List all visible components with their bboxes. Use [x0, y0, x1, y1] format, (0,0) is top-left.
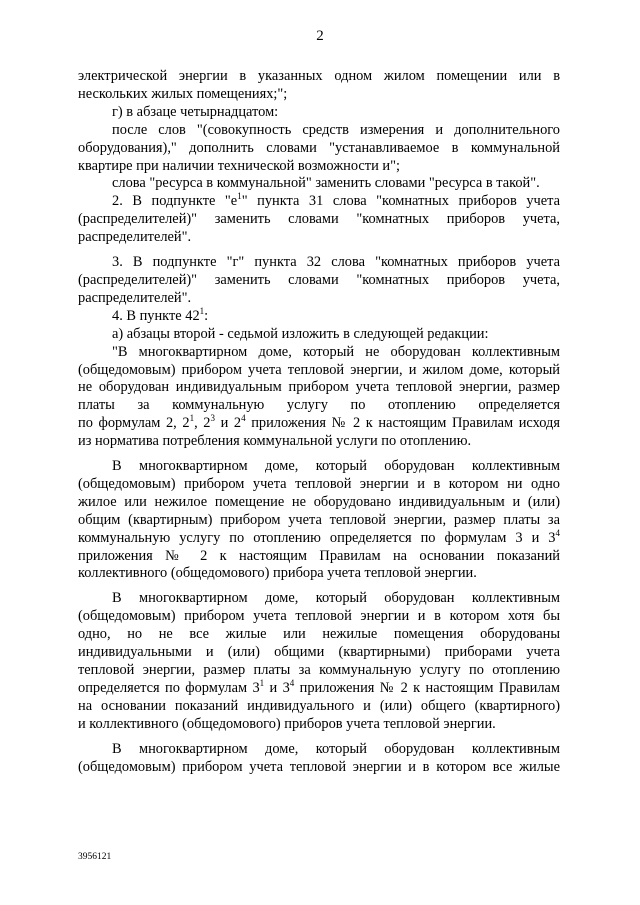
text-line: (распределителей)" заменить словами "комнатных приборов учета,: [78, 271, 560, 288]
text-fragment: по формулам 2, 2: [78, 415, 190, 432]
text-line: электрической энергии в указанных одном жилом помещении или в: [78, 68, 560, 84]
text-line: слова "ресурса в коммунальной" заменить словами "ресурса в такой".: [112, 175, 540, 192]
text-line: жилое или нежилое помещение не оборудовано индивидуальным и (или): [78, 493, 560, 510]
text-line: одно, но не все жилые или нежилые помещения оборудованы: [78, 626, 560, 643]
text-fragment: и 3: [264, 679, 290, 696]
text-line: индивидуальными и (или) общими (квартирными) приборами учета: [78, 644, 560, 661]
text-line: [78, 415, 560, 433]
text-line: (общедомовым) прибором учета тепловой энергии и в котором ни одно: [78, 475, 560, 492]
text-line: нескольких жилых помещениях;";: [78, 85, 288, 102]
text-line: тепловой энергии, размер платы за коммунальную услугу по отоплению: [78, 662, 560, 678]
text-line: [78, 193, 560, 211]
text-line: оборудования)," дополнить словами "устанавливаемое в коммунальной: [78, 139, 560, 156]
text-fragment: :: [204, 307, 209, 324]
text-line: (общедомовым) прибором учета тепловой энергии и в котором хотя бы: [78, 608, 560, 625]
text-line: г) в абзаце четырнадцатом:: [112, 103, 279, 120]
text-fragment: , 2: [194, 415, 211, 432]
superscript: 3: [210, 413, 215, 424]
text-line: (общедомовым) прибором учета тепловой энергии, и жилом доме, который: [78, 361, 560, 378]
text-fragment: приложения № 2 к настоящим Правилам исходя: [245, 415, 560, 432]
page-number: 2: [316, 28, 324, 44]
superscript: 1: [199, 305, 205, 316]
text-fragment: приложения № 2 к настоящим Правилам: [294, 679, 560, 696]
text-line: В многоквартирном доме, который оборудован коллективным: [112, 458, 560, 475]
text-line: (общедомовым) прибором учета тепловой энергии и в котором все жилые: [78, 758, 560, 775]
text-line: [78, 677, 560, 698]
document-body: [78, 68, 560, 776]
text-line: 3. В подпункте "г" пункта 32 слова "комнатных приборов учета: [112, 254, 560, 271]
superscript: 1: [189, 413, 195, 424]
text-fragment: коммунальную услугу по отоплению определяется по формулам 3 и 3: [78, 529, 556, 546]
text-fragment: 2. В подпункте "е: [112, 193, 238, 210]
text-fragment: и 2: [214, 415, 242, 432]
text-fragment: 4. В пункте 42: [112, 307, 200, 324]
text-line: распределителей".: [78, 289, 192, 306]
text-fragment: определяется по формулам 3: [78, 679, 260, 696]
text-line: платы за коммунальную услугу по отоплению определяется: [78, 397, 560, 414]
text-line: "В многоквартирном доме, который не оборудован коллективным: [112, 343, 560, 360]
superscript: 1: [237, 191, 242, 202]
text-line: В многоквартирном доме, который оборудован коллективным: [112, 590, 560, 607]
text-line: приложения № 2 к настоящим Правилам на основании показаний: [78, 547, 560, 564]
text-line: и коллективного (общедомового) приборов учета тепловой энергии.: [78, 715, 496, 732]
text-line: после слов "(совокупность средств измерения и дополнительного: [112, 121, 560, 138]
text-line: В многоквартирном доме, который оборудован коллективным: [112, 740, 560, 757]
text-line: распределителей".: [78, 229, 192, 246]
superscript: 1: [259, 677, 265, 688]
text-line: [78, 305, 560, 326]
text-line: коллективного (общедомового) прибора учета тепловой энергии.: [78, 565, 477, 582]
text-line: общим (квартирным) прибором учета тепловой энергии, размер платы за: [78, 511, 560, 528]
text-line: а) абзацы второй - седьмой изложить в следующей редакции:: [112, 325, 489, 342]
text-line: из норматива потребления коммунальной услуги по отоплению.: [78, 433, 472, 450]
text-fragment: " пункта 31 слова "комнатных приборов учета: [241, 193, 560, 210]
document-number: 3956121: [78, 852, 112, 862]
superscript: 4: [241, 413, 246, 424]
text-line: (распределителей)" заменить словами "комнатных приборов учета,: [78, 211, 560, 228]
text-line: квартире при наличии технической возможности и";: [78, 157, 400, 174]
text-line: [78, 527, 560, 548]
superscript: 4: [555, 527, 560, 538]
text-line: не оборудован индивидуальным прибором учета тепловой энергии, размер: [78, 379, 560, 396]
superscript: 4: [289, 677, 295, 688]
text-line: на основании показаний индивидуального и (или) общего (квартирного): [78, 697, 560, 714]
